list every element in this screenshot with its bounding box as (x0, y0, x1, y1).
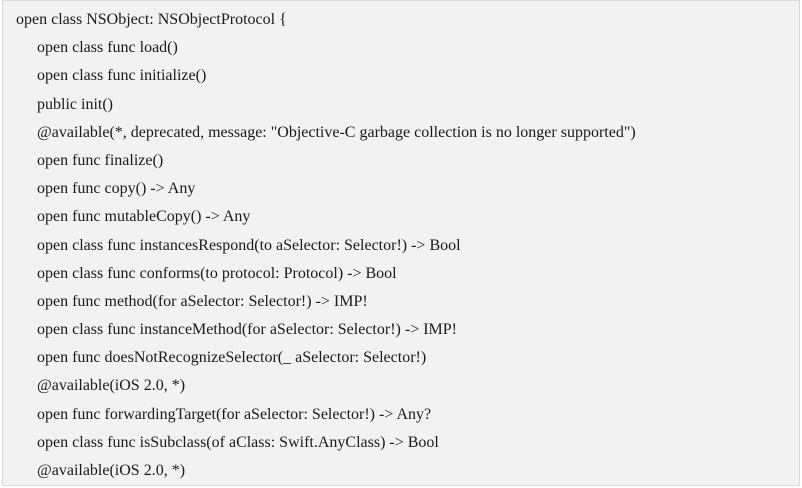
code-line: open func mutableCopy() -> Any (37, 208, 251, 226)
code-line: open func doesNotRecognizeSelector(_ aSelector: Selector!) (37, 349, 427, 367)
code-line: open class func isSubclass(of aClass: Swift.AnyClass) -> Bool (37, 433, 439, 451)
code-line: @available(*, deprecated, message: "Objective-C garbage collection is no longer supported") (37, 123, 636, 141)
code-line: public init() (37, 95, 113, 113)
code-block (2, 0, 800, 486)
code-line: open class func load() (37, 39, 178, 57)
code-line: open class func conforms(to protocol: Protocol) -> Bool (37, 264, 397, 282)
code-line: open class func initialize() (37, 67, 207, 85)
code-line: open class NSObject: NSObjectProtocol { (16, 11, 287, 28)
code-line: open func copy() -> Any (37, 180, 196, 198)
code-line: @available(iOS 2.0, *) (37, 377, 186, 395)
code-lines (3, 6, 799, 485)
code-line: open class func instancesRespond(to aSelector: Selector!) -> Bool (37, 236, 461, 254)
code-line: open func finalize() (37, 151, 164, 169)
code-line: open class func instanceMethod(for aSelector: Selector!) -> IMP! (37, 321, 457, 339)
code-line: open func method(for aSelector: Selector!) -> IMP! (37, 292, 368, 310)
code-line: @available(iOS 2.0, *) (37, 462, 186, 479)
code-line: open func forwardingTarget(for aSelector: Selector!) -> Any? (37, 405, 432, 423)
